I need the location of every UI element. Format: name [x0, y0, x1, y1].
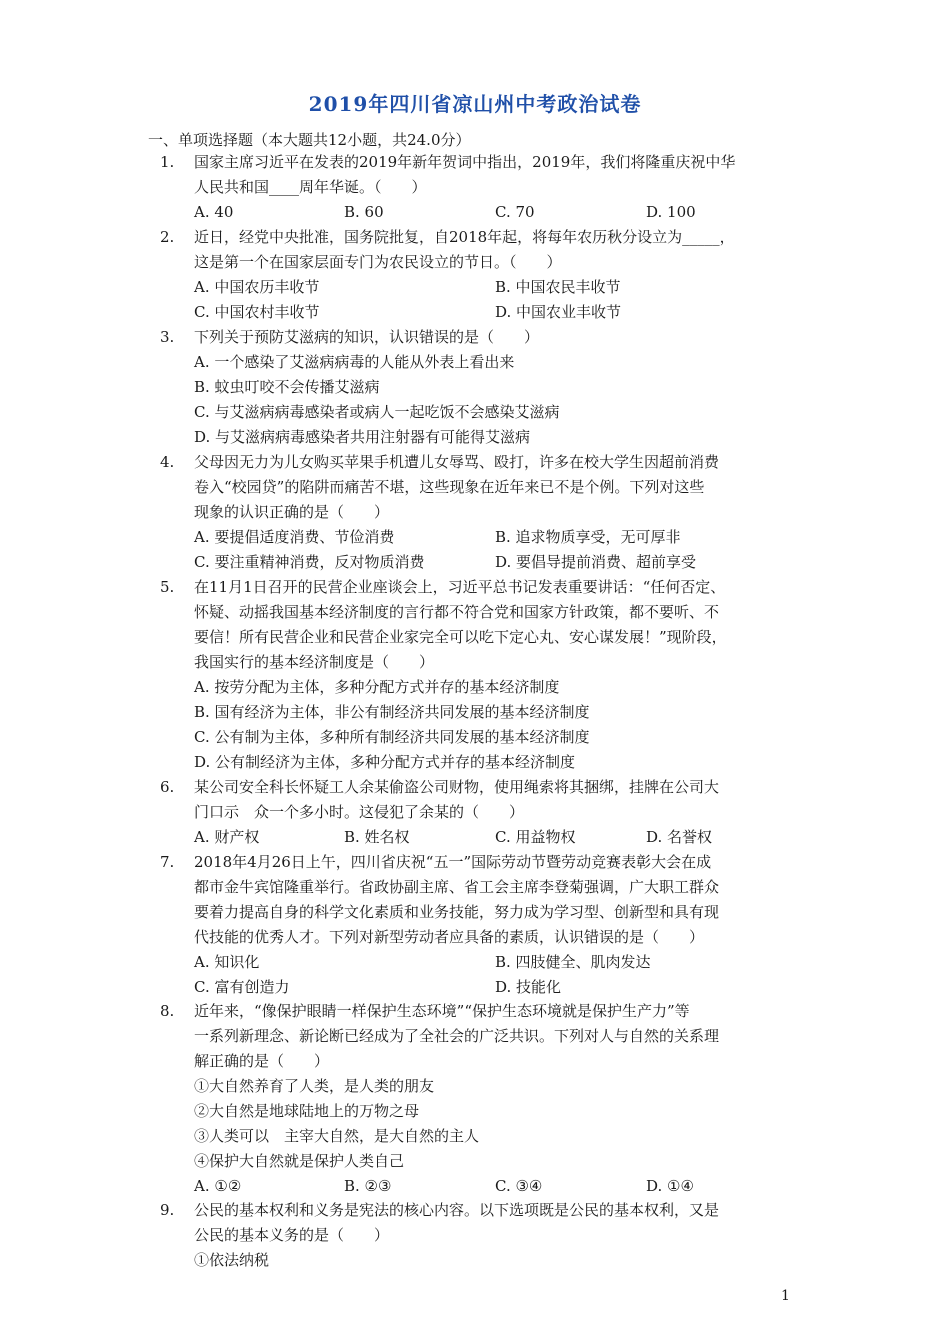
question-line: 公民的基本义务的是（ ）	[194, 1226, 390, 1244]
option-b: B. 追求物质享受，无可厚非	[495, 528, 681, 546]
section-heading: 一、单项选择题（本大题共12小题，共24.0分）	[148, 131, 471, 149]
option-b: B. 中国农民丰收节	[495, 278, 621, 296]
option-row	[194, 1174, 800, 1199]
option-d: D. 要倡导提前消费、超前享受	[495, 553, 697, 571]
option-a: A. 一个感染了艾滋病病毒的人能从外表上看出来	[194, 353, 515, 371]
question-line: 国家主席习近平在发表的2019年新年贺词中指出，2019年，我们将隆重庆祝中华	[194, 153, 736, 171]
option-row	[194, 525, 800, 550]
question-line: 一系列新理念、新论断已经成为了全社会的广泛共识。下列对人与自然的关系理	[194, 1027, 720, 1045]
question-6	[160, 775, 800, 850]
statement-2: ②大自然是地球陆地上的万物之母	[194, 1102, 420, 1120]
question-number: 4.	[160, 453, 175, 471]
question-line: 代技能的优秀人才。下列对新型劳动者应具备的素质，认识错误的是（ ）	[194, 928, 705, 946]
question-number: 1.	[160, 153, 175, 171]
page-number: 1	[781, 1288, 790, 1304]
option-d: D. 与艾滋病病毒感染者共用注射器有可能得艾滋病	[194, 428, 531, 446]
option-a: A. 40	[194, 203, 234, 221]
option-row	[194, 825, 800, 850]
option-c: C. 中国农村丰收节	[194, 303, 320, 321]
question-number: 6.	[160, 778, 175, 796]
question-line: 2018年4月26日上午，四川省庆祝“五一”国际劳动节暨劳动竞赛表彰大会在成	[194, 853, 712, 871]
option-d: D. 中国农业丰收节	[495, 303, 622, 321]
question-line: 卷入“校园贷”的陷阱而痛苦不堪，这些现象在近年来已不是个例。下列对这些	[194, 478, 705, 496]
option-b: B. 蚊虫叮咬不会传播艾滋病	[194, 378, 380, 396]
statement-1: ①大自然养育了人类，是人类的朋友	[194, 1077, 435, 1095]
option-row	[194, 950, 800, 975]
question-2	[160, 225, 800, 325]
option-c: C. 富有创造力	[194, 978, 290, 996]
option-row	[194, 275, 800, 300]
option-row	[194, 300, 800, 325]
option-d: D. 名誉权	[646, 828, 713, 846]
question-5	[160, 575, 800, 775]
question-line: 某公司安全科长怀疑工人余某偷盗公司财物，使用绳索将其捆绑，挂牌在公司大	[194, 778, 720, 796]
option-d: D. ①④	[646, 1177, 694, 1195]
question-line: 要着力提高自身的科学文化素质和业务技能，努力成为学习型、创新型和具有现	[194, 903, 720, 921]
option-row	[194, 200, 800, 225]
option-b: B. ②③	[344, 1177, 392, 1195]
question-line: 公民的基本权利和义务是宪法的核心内容。以下选项既是公民的基本权利，又是	[194, 1201, 720, 1219]
statement-3: ③人类可以 主宰大自然，是大自然的主人	[194, 1127, 480, 1145]
option-row	[194, 550, 800, 575]
page-title: 2019年四川省凉山州中考政治试卷	[308, 92, 642, 116]
question-line: 近日，经党中央批准，国务院批复，自2018年起，将每年农历秋分设立为_____，	[194, 228, 735, 246]
question-line: 我国实行的基本经济制度是（ ）	[194, 653, 435, 671]
option-d: D. 公有制经济为主体，多种分配方式并存的基本经济制度	[194, 753, 576, 771]
option-c: C. 公有制为主体，多种所有制经济共同发展的基本经济制度	[194, 728, 590, 746]
question-7	[160, 850, 800, 1000]
statement-1: ①依法纳税	[194, 1251, 270, 1269]
question-line: 都市金牛宾馆隆重举行。省政协副主席、省工会主席李登菊强调，广大职工群众	[194, 878, 720, 896]
question-line: 在11月1日召开的民营企业座谈会上，习近平总书记发表重要讲话：“任何否定、	[194, 578, 726, 596]
question-4	[160, 450, 800, 575]
option-c: C. 与艾滋病病毒感染者或病人一起吃饭不会感染艾滋病	[194, 403, 560, 421]
option-d: D. 技能化	[495, 978, 562, 996]
option-a: A. 按劳分配为主体，多种分配方式并存的基本经济制度	[194, 678, 560, 696]
question-line: 怀疑、动摇我国基本经济制度的言行都不符合党和国家方针政策，都不要听、不	[194, 603, 720, 621]
question-line: 这是第一个在国家层面专门为农民设立的节日。（ ）	[194, 253, 562, 271]
question-number: 3.	[160, 328, 175, 346]
option-a: A. 知识化	[194, 953, 260, 971]
option-a: A. 财产权	[194, 828, 260, 846]
option-row	[194, 975, 800, 1000]
question-line: 门口示 众一个多小时。这侵犯了余某的（ ）	[194, 803, 525, 821]
question-3	[160, 325, 800, 450]
option-a: A. 要提倡适度消费、节俭消费	[194, 528, 395, 546]
question-line: 近年来，“像保护眼睛一样保护生态环境”“保护生态环境就是保护生产力”等	[194, 1002, 690, 1020]
option-a: A. ①②	[194, 1177, 242, 1195]
statement-4: ④保护大自然就是保护人类自己	[194, 1152, 405, 1170]
question-number: 7.	[160, 853, 175, 871]
option-c: C. 70	[495, 203, 535, 221]
option-b: B. 四肢健全、肌肉发达	[495, 953, 651, 971]
question-1	[160, 150, 800, 225]
question-8	[160, 999, 800, 1199]
question-line: 现象的认识正确的是（ ）	[194, 503, 390, 521]
option-b: B. 60	[344, 203, 384, 221]
option-b: B. 姓名权	[344, 828, 410, 846]
option-a: A. 中国农历丰收节	[194, 278, 320, 296]
option-c: C. 用益物权	[495, 828, 576, 846]
question-number: 9.	[160, 1201, 175, 1219]
option-c: C. 要注重精神消费，反对物质消费	[194, 553, 425, 571]
option-b: B. 国有经济为主体，非公有制经济共同发展的基本经济制度	[194, 703, 590, 721]
question-number: 8.	[160, 1002, 175, 1020]
question-line: 要信！所有民营企业和民营企业家完全可以吃下定心丸、安心谋发展！”现阶段，	[194, 628, 727, 646]
question-number: 5.	[160, 578, 175, 596]
question-line: 人民共和国____周年华诞。（ ）	[194, 178, 427, 196]
option-c: C. ③④	[495, 1177, 543, 1195]
question-9	[160, 1198, 800, 1273]
question-line: 下列关于预防艾滋病的知识，认识错误的是（ ）	[194, 328, 540, 346]
question-number: 2.	[160, 228, 175, 246]
option-d: D. 100	[646, 203, 696, 221]
question-line: 父母因无力为儿女购买苹果手机遭儿女辱骂、殴打，许多在校大学生因超前消费	[194, 453, 720, 471]
question-line: 解正确的是（ ）	[194, 1052, 330, 1070]
